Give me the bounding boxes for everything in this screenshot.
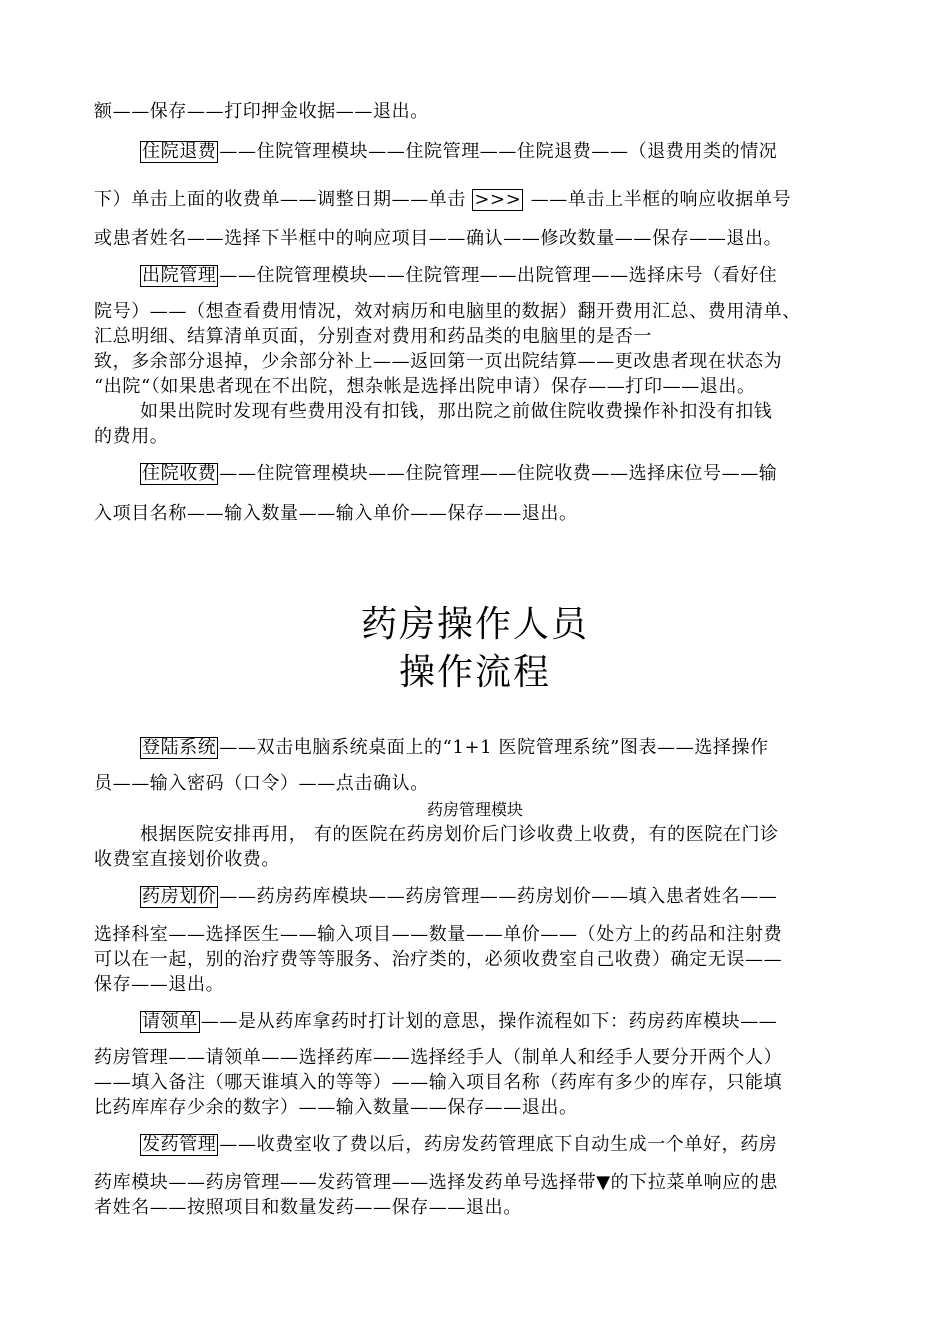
paragraph-line [94, 188, 864, 212]
section-title: 操作流程 [398, 652, 551, 693]
charge-label-box: 住院收费 [142, 463, 217, 484]
text-run: ——住院管理模块——住院管理——出院管理——选择床号（看好住 [219, 265, 778, 286]
paragraph-line: 选择科室——选择医生——输入项目——数量——单价——（处方上的药品和注射费 [94, 924, 783, 945]
paragraph-line [140, 885, 864, 909]
text-run: ——住院管理模块——住院管理——住院收费——选择床位号——输 [219, 463, 778, 484]
paragraph-line: 或患者姓名——选择下半框中的响应项目——确认——修改数量——保存——退出。 [94, 228, 783, 249]
paragraph-line: 的费用。 [94, 426, 169, 447]
paragraph-line: 院号）——（想查看费用情况，效对病历和电脑里的数据）翻开费用汇总、费用清单、 [94, 301, 801, 322]
paragraph-line: 比药库库存少余的数字）——输入数量——保存——退出。 [94, 1097, 578, 1118]
paragraph-line [140, 140, 864, 164]
paragraph-line [140, 462, 864, 486]
dispense-label-box: 发药管理 [142, 1134, 217, 1155]
paragraph-line: 根据医院安排再用， 有的医院在药房划价后门诊收费上收费，有的医院在门诊 [140, 824, 779, 845]
paragraph-line [140, 1133, 864, 1157]
paragraph-line: 收费室直接划价收费。 [94, 849, 280, 870]
text-run: ——收费室收了费以后，药房发药管理底下自动生成一个单好，药房 [219, 1134, 778, 1155]
paragraph-line: 致，多余部分退掉，少余部分补上——返回第一页出院结算——更改患者现在状态为 [94, 351, 783, 372]
paragraph-line: 入项目名称——输入数量——输入单价——保存——退出。 [94, 503, 578, 524]
text-run: ——是从药库拿药时打计划的意思，操作流程如下：药房药库模块—— [200, 1011, 778, 1032]
requisition-label-box: 请领单 [142, 1011, 198, 1032]
paragraph-line [140, 264, 864, 288]
text-run: 下）单击上面的收费单——调整日期——单击 [94, 189, 466, 210]
next-button-box: >>> [474, 189, 522, 210]
text-run: ——单击上半框的响应收据单号 [530, 189, 792, 210]
pricing-label-box: 药房划价 [142, 886, 217, 907]
paragraph-line: 汇总明细、结算清单页面，分别查对费用和药品类的电脑里的是否一 [94, 326, 652, 347]
paragraph-line: 可以在一起，别的治疗费等等服务、治疗类的，必须收费室自己收费）确定无误—— [94, 949, 783, 970]
paragraph-line: 药房管理——请领单——选择药库——选择经手人（制单人和经手人要分开两个人） [94, 1047, 783, 1068]
text-run: ——双击电脑系统桌面上的“1+1 医院管理系统”图表——选择操作 [219, 737, 769, 758]
paragraph-line: 药库模块——药房管理——发药管理——选择发药单号选择带▼的下拉菜单响应的患 [94, 1172, 779, 1193]
paragraph-line: 者姓名——按照项目和数量发药——保存——退出。 [94, 1197, 522, 1218]
paragraph-line: “出院“（如果患者现在不出院，想杂帐是选择出院申请）保存——打印——退出。 [94, 376, 756, 397]
paragraph-line: ——填入备注（哪天谁填入的等等）——输入项目名称（药库有多少的库存，只能填 [94, 1072, 783, 1093]
paragraph-line [140, 1010, 864, 1034]
paragraph-line: 保存——退出。 [94, 974, 225, 995]
section-title: 药房操作人员 [360, 604, 589, 645]
text-run: ——药房药库模块——药房管理——药房划价——填入患者姓名—— [219, 886, 778, 907]
paragraph-line: 员——输入密码（口令）——点击确认。 [94, 773, 429, 794]
paragraph-line [140, 736, 864, 760]
discharge-label-box: 出院管理 [142, 265, 217, 286]
module-heading: 药房管理模块 [426, 800, 523, 819]
paragraph-line: 额——保存——打印押金收据——退出。 [94, 101, 429, 122]
paragraph-line: 如果出院时发现有些费用没有扣钱，那出院之前做住院收费操作补扣没有扣钱 [140, 401, 773, 422]
refund-label-box: 住院退费 [142, 141, 217, 162]
login-label-box: 登陆系统 [142, 737, 217, 758]
text-run: ——住院管理模块——住院管理——住院退费——（退费用类的情况 [219, 141, 778, 162]
